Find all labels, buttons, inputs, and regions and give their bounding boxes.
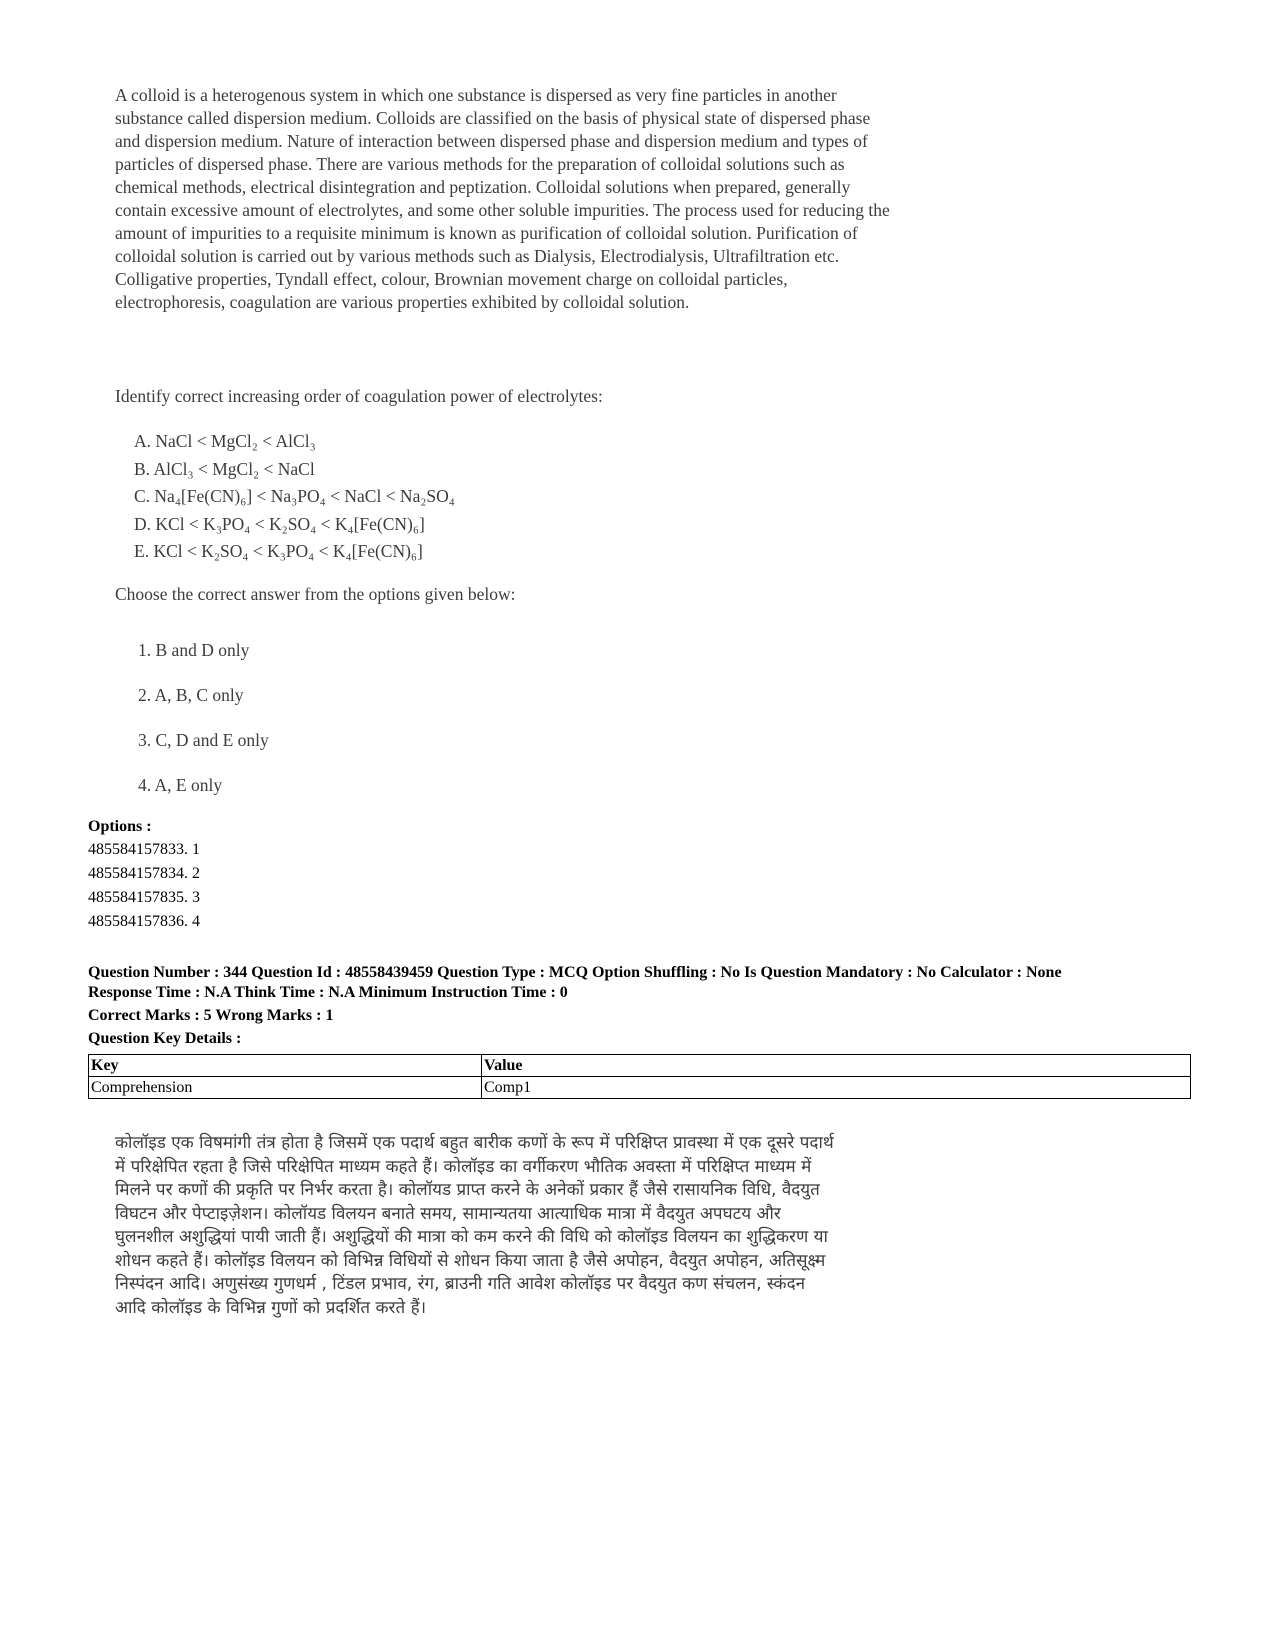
- passage-line: amount of impurities to a requisite minimum is known as purification of colloidal solution. Purification of: [115, 223, 858, 243]
- comprehension-passage-hindi: [115, 1132, 995, 1320]
- table-cell-value: Comp1: [482, 1077, 1191, 1099]
- choose-instruction: Choose the correct answer from the options given below:: [115, 584, 516, 604]
- option-item: 485584157833. 1: [88, 841, 200, 858]
- passage-line: chemical methods, electrical disintegration and peptization. Colloidal solutions when prepared, generally: [115, 177, 851, 197]
- option-item: 485584157836. 4: [88, 913, 200, 930]
- passage-line: मिलने पर कणों की प्रकृति पर निर्भर करता है। कोलॉयड प्राप्त करने के अनेकों प्रकार हैं जैसे रासायनिक विधि, वैदयुत: [115, 1180, 820, 1200]
- table-header-value: Value: [482, 1055, 1191, 1077]
- passage-line: शोधन कहते हैं। कोलॉइड विलयन को विभिन्न विधियों से शोधन किया जाता है जैसे अपोहन, वैदयुत अपोहन, अतिसूक्ष्म: [115, 1250, 826, 1271]
- passage-line: contain excessive amount of electrolytes, and some other soluble impurities. The process used for reducing the: [115, 200, 890, 220]
- marks-line: Correct Marks : 5 Wrong Marks : 1: [88, 1007, 334, 1024]
- passage-line: कोलॉइड एक विषमांगी तंत्र होता है जिसमें एक पदार्थ बहुत बारीक कणों के रूप में परिक्षिप्त प्रावस्था में एक दूसरे पदार्थ: [115, 1133, 834, 1153]
- question-meta-line: Question Number : 344 Question Id : 48558439459 Question Type : MCQ Option Shuffling : No Is Question Mandatory : No Calculator : None: [88, 964, 1062, 981]
- answer-choice: 1. B and D only: [138, 640, 250, 660]
- answer-choice-list: [138, 628, 269, 808]
- question-timing-line: Response Time : N.A Think Time : N.A Minimum Instruction Time : 0: [88, 984, 568, 1001]
- options-heading: Options :: [88, 818, 152, 835]
- comprehension-passage-english: [115, 84, 995, 314]
- answer-choice: 4. A, E only: [138, 775, 223, 795]
- passage-line: निस्पंदन आदि। अणुसंख्य गुणधर्म , टिंडल प्रभाव, रंग, ब्राउनी गति आवेश कोलॉइड पर वैदयुत कण संचलन, स्कंदन: [115, 1274, 806, 1294]
- table-header-row: [89, 1055, 1191, 1077]
- option-item: 485584157835. 3: [88, 889, 200, 906]
- passage-line: घुलनशील अशुद्धियां पायी जाती हैं। अशुद्धियों की मात्रा को कम करने की विधि को कोलॉइड विलयन का शुद्धिकरण या: [115, 1227, 828, 1247]
- statement-item: B. AlCl₃ < MgCl₂ < NaCl: [134, 458, 315, 479]
- statement-item: D. KCl < K₃PO₄ < K₂SO₄ < K₄[Fe(CN)₆]: [134, 513, 425, 534]
- statement-item: E. KCl < K₂SO₄ < K₃PO₄ < K₄[Fe(CN)₆]: [134, 541, 423, 561]
- passage-line: electrophoresis, coagulation are various properties exhibited by colloidal solution.: [115, 292, 690, 312]
- answer-choice: 2. A, B, C only: [138, 685, 244, 705]
- passage-line: colloidal solution is carried out by various methods such as Dialysis, Electrodialysis, Ultrafiltration etc.: [115, 246, 840, 266]
- passage-line: विघटन और पेप्टाइज़ेशन। कोलॉयड विलयन बनाते समय, सामान्यतया आत्याधिक मात्रा में वैदयुत अपघटय और: [115, 1203, 781, 1224]
- option-item: 485584157834. 2: [88, 865, 200, 882]
- passage-line: आदि कोलॉइड के विभिन्न गुणों को प्रदर्शित करते हैं।: [115, 1297, 427, 1318]
- statement-item: C. Na₄[Fe(CN)₆] < Na₃PO₄ < NaCl < Na₂SO₄: [134, 486, 455, 506]
- options-list: [88, 838, 200, 934]
- passage-line: Colligative properties, Tyndall effect, colour, Brownian movement charge on colloidal particles,: [115, 269, 788, 289]
- passage-line: substance called dispersion medium. Colloids are classified on the basis of physical state of dispersed phase: [115, 108, 871, 128]
- key-details-table: [88, 1054, 1191, 1099]
- statement-item: A. NaCl < MgCl₂ < AlCl₃: [134, 431, 316, 451]
- table-header-key: Key: [89, 1055, 482, 1077]
- passage-line: A colloid is a heterogenous system in which one substance is dispersed as very fine particles in another: [115, 85, 837, 105]
- passage-line: particles of dispersed phase. There are various methods for the preparation of colloidal solutions such as: [115, 154, 845, 174]
- statement-list: [134, 428, 455, 566]
- passage-line: में परिक्षेपित रहता है जिसे परिक्षेपित माध्यम कहते हैं। कोलॉइड का वर्गीकरण भौतिक अवस्ता में परिक्षिप्त माध्यम में: [115, 1156, 812, 1177]
- passage-line: and dispersion medium. Nature of interaction between dispersed phase and dispersion medium and types of: [115, 131, 868, 151]
- key-details-heading: Question Key Details :: [88, 1030, 242, 1047]
- answer-choice: 3. C, D and E only: [138, 730, 269, 750]
- table-row: [89, 1077, 1191, 1099]
- table-cell-key: Comprehension: [89, 1077, 482, 1099]
- question-stem: Identify correct increasing order of coagulation power of electrolytes:: [115, 386, 603, 406]
